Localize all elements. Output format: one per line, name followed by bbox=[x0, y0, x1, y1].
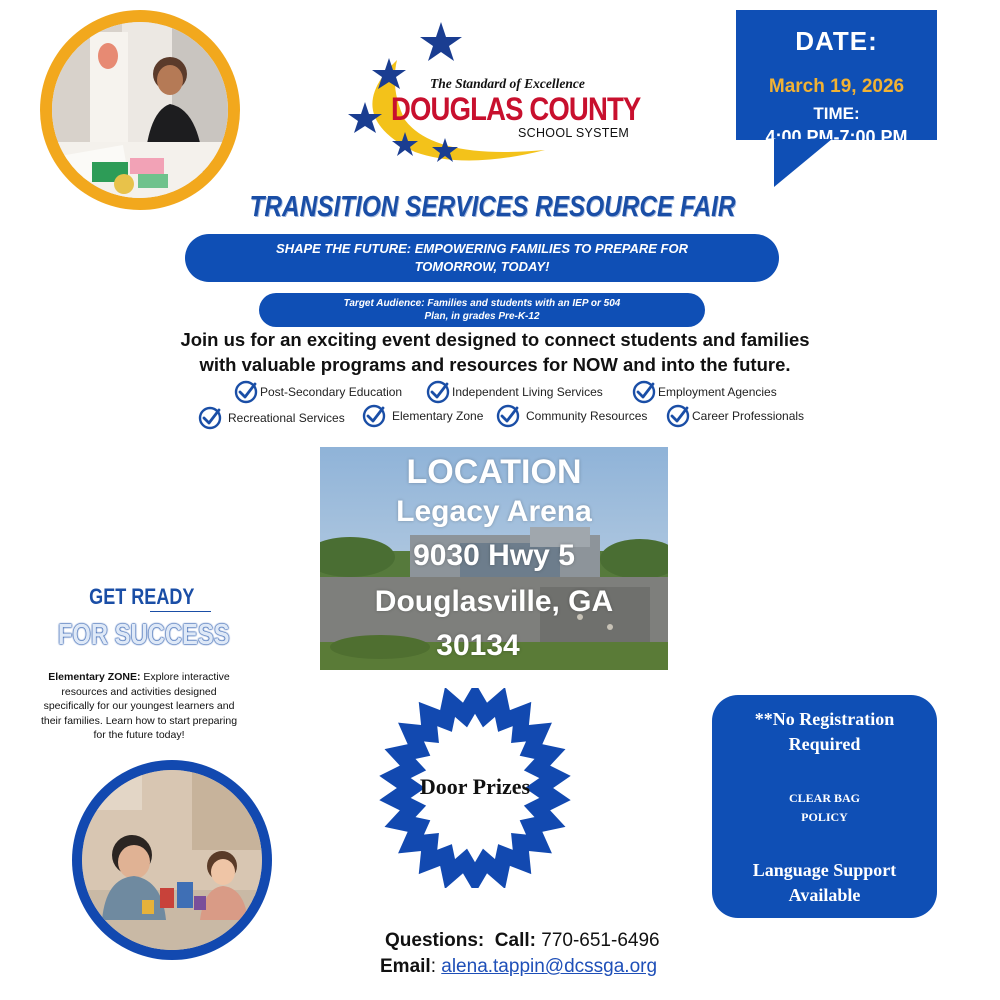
presenter-photo-image bbox=[52, 22, 228, 198]
checkmark-icon bbox=[632, 380, 656, 404]
audience-line1: Target Audience: Families and students with an IEP or 504 bbox=[343, 298, 621, 309]
checkmark-icon bbox=[666, 404, 690, 428]
language-line2: Available bbox=[788, 885, 861, 905]
school-system-logo bbox=[345, 20, 645, 170]
date-time-box bbox=[736, 10, 937, 147]
tagline-line2: TOMORROW, TODAY! bbox=[414, 259, 550, 274]
checkmark-icon bbox=[426, 380, 450, 404]
heading-underline bbox=[150, 611, 211, 612]
contact-phone bbox=[385, 930, 660, 952]
registration-line2: Required bbox=[788, 734, 861, 754]
feature-item bbox=[666, 404, 804, 428]
event-title: TRANSITION SERVICES RESOURCE FAIR bbox=[249, 191, 736, 223]
location-city: Douglasville, GA bbox=[374, 585, 614, 618]
feature-item bbox=[632, 380, 777, 404]
get-ready-heading: GET READY bbox=[89, 584, 195, 609]
checkmark-icon bbox=[496, 404, 520, 428]
phone-number[interactable]: 770-651-6496 bbox=[541, 930, 660, 951]
email-link[interactable]: alena.tappin@dcssga.org bbox=[441, 956, 658, 977]
email-label: Email bbox=[380, 956, 431, 977]
logo-tagline: The Standard of Excellence bbox=[430, 76, 585, 91]
questions-label: Questions: bbox=[385, 930, 485, 951]
checkmark-icon bbox=[234, 380, 258, 404]
location-street: 9030 Hwy 5 bbox=[413, 539, 575, 572]
audience-line2: Plan, in grades Pre-K-12 bbox=[424, 311, 540, 322]
elementary-zone-text: Explore interactive resources and activities designed specifically for our youngest learners and their families. Learn how to start preparing for the future today! bbox=[40, 671, 238, 741]
feature-label: Independent Living Services bbox=[452, 385, 603, 399]
checkmark-icon bbox=[198, 406, 222, 430]
tagline-line1: SHAPE THE FUTURE: EMPOWERING FAMILIES TO PREPARE FOR bbox=[276, 241, 688, 256]
event-info-box bbox=[712, 695, 937, 918]
logo-name: DOUGLAS COUNTY bbox=[391, 91, 641, 127]
feature-label: Recreational Services bbox=[228, 411, 345, 425]
language-support-note bbox=[712, 858, 937, 908]
feature-label: Post-Secondary Education bbox=[260, 385, 403, 399]
location-heading: LOCATION bbox=[406, 453, 582, 491]
feature-label: Career Professionals bbox=[692, 409, 805, 423]
intro-line2: with valuable programs and resources for NOW and into the future. bbox=[199, 354, 791, 375]
event-intro bbox=[150, 327, 840, 377]
bag-line2: POLICY bbox=[801, 810, 848, 824]
feature-label: Elementary Zone bbox=[392, 409, 484, 423]
date-label: DATE: bbox=[795, 26, 878, 56]
feature-label: Community Resources bbox=[526, 409, 648, 423]
call-label: Call: bbox=[494, 930, 536, 951]
time-label: TIME: bbox=[813, 104, 860, 123]
tagline-banner bbox=[185, 234, 779, 282]
event-time: 4:00 PM-7:00 PM bbox=[765, 127, 908, 147]
location-zip: 30134 bbox=[436, 629, 520, 662]
feature-item bbox=[234, 380, 402, 404]
audience-banner bbox=[259, 293, 705, 327]
kids-photo bbox=[72, 760, 272, 960]
for-success-heading: FOR SUCCESS bbox=[57, 619, 230, 651]
intro-line1: Join us for an exciting event designed to connect students and families bbox=[180, 329, 810, 350]
registration-note bbox=[712, 707, 937, 757]
event-date: March 19, 2026 bbox=[768, 76, 905, 97]
logo-subtitle: SCHOOL SYSTEM bbox=[518, 126, 630, 140]
language-line1: Language Support bbox=[752, 860, 897, 880]
star-icon bbox=[420, 22, 462, 61]
feature-item bbox=[426, 380, 603, 404]
feature-item bbox=[198, 406, 345, 430]
elementary-zone-label: Elementary ZONE: bbox=[48, 671, 141, 683]
elementary-zone-description bbox=[38, 670, 240, 743]
presenter-photo bbox=[40, 10, 240, 210]
checkmark-icon bbox=[362, 404, 386, 428]
door-prizes-badge bbox=[375, 688, 575, 888]
bag-line1: CLEAR BAG bbox=[788, 791, 860, 805]
feature-label: Employment Agencies bbox=[658, 385, 777, 399]
feature-item bbox=[362, 404, 483, 428]
feature-item bbox=[496, 404, 647, 428]
kids-photo-image bbox=[82, 770, 262, 950]
location-panel bbox=[320, 447, 668, 670]
clear-bag-note bbox=[712, 789, 937, 827]
registration-line1: **No Registration bbox=[754, 709, 895, 729]
location-venue: Legacy Arena bbox=[396, 495, 592, 528]
date-box-pointer bbox=[774, 139, 832, 187]
door-prizes-label: Door Prizes bbox=[419, 774, 531, 799]
contact-email: Email: alena.tappin@dcssga.org bbox=[380, 956, 658, 977]
